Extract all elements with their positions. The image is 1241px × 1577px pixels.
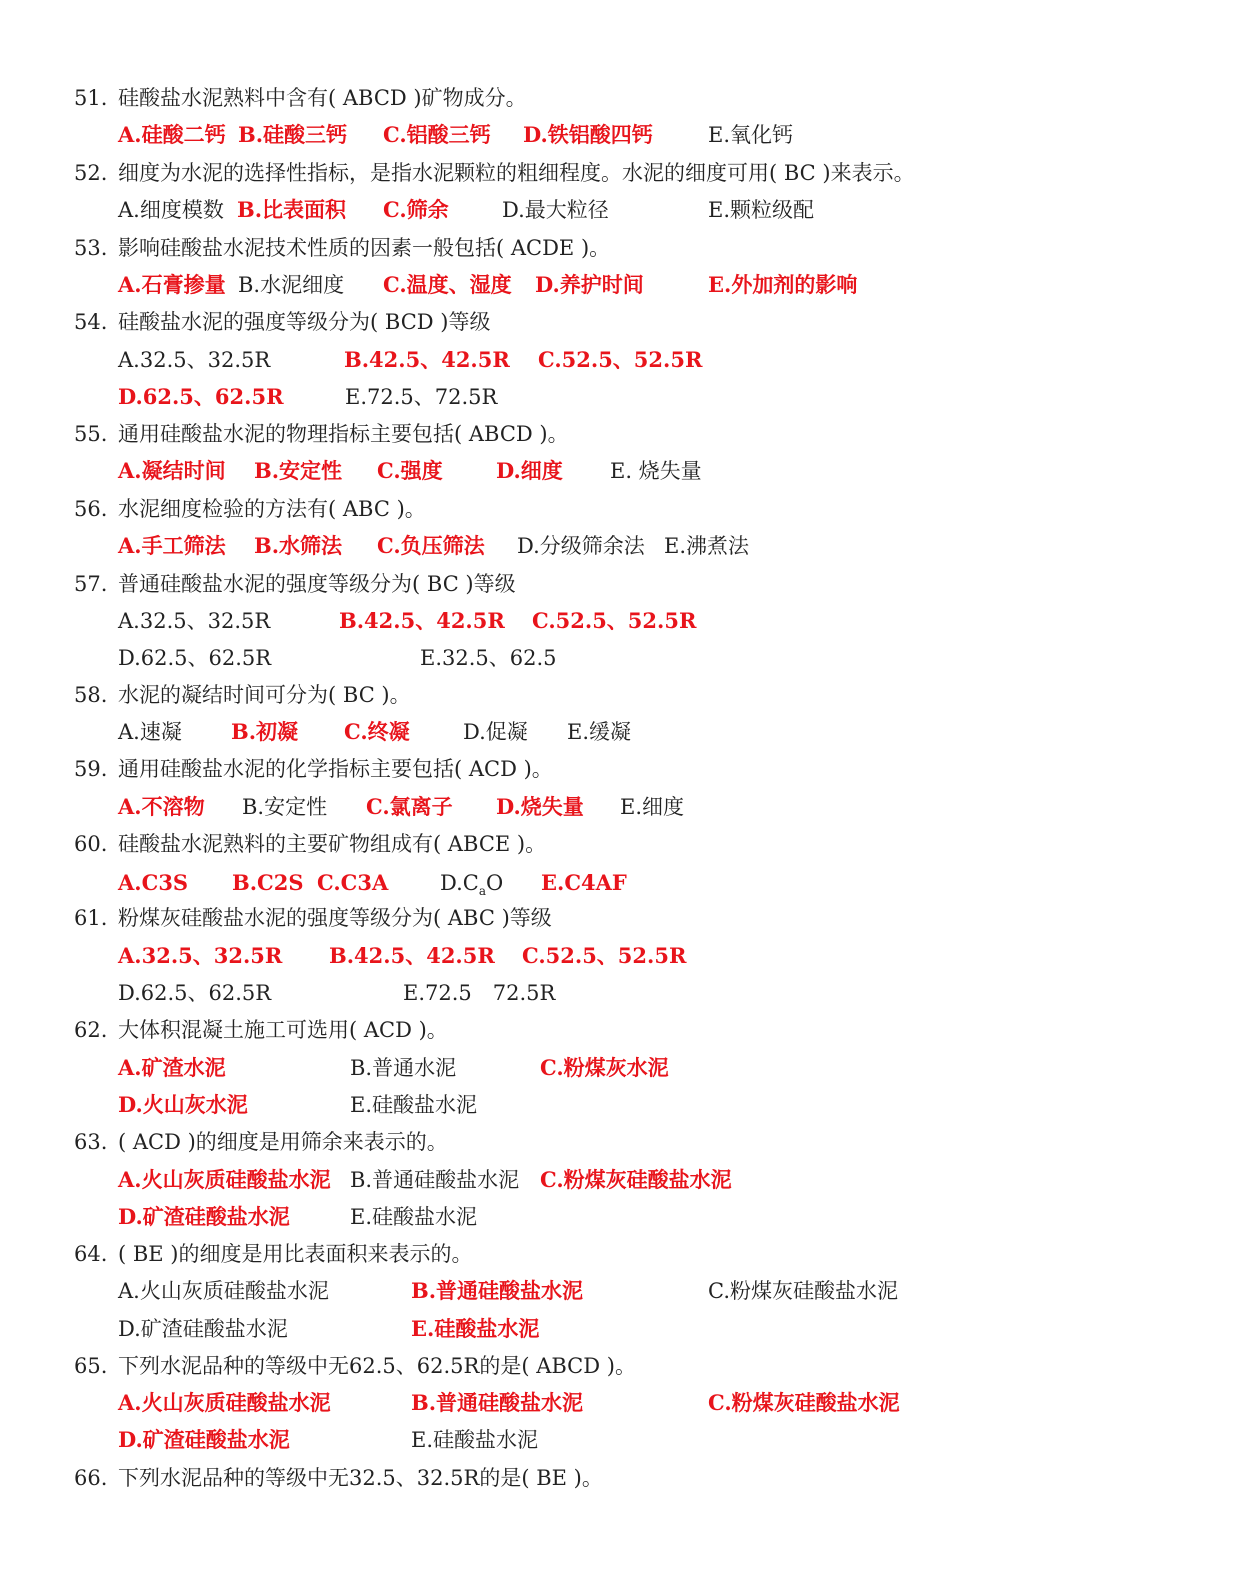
option-b: B.比表面积 <box>237 197 347 222</box>
question-text: 通用硅酸盐水泥的物理指标主要包括( ABCD )。 <box>118 422 569 446</box>
option-e: E.颗粒级配 <box>708 198 815 222</box>
option-d: D.矿渣硅酸盐水泥 <box>118 1204 290 1229</box>
option-d: D.火山灰水泥 <box>118 1092 248 1117</box>
option-a: A.32.5、32.5R <box>118 348 271 372</box>
question-55 <box>0 416 1241 452</box>
question-number: 55. <box>74 422 108 446</box>
question-51 <box>0 80 1241 116</box>
option-e: E.硅酸盐水泥 <box>411 1316 540 1341</box>
option-e: E.C4AF <box>541 870 627 895</box>
option-e: E.硅酸盐水泥 <box>350 1205 478 1229</box>
options-65-row1 <box>0 1385 1241 1421</box>
options-52 <box>0 192 1241 228</box>
question-number: 65. <box>74 1354 108 1378</box>
option-b: B.安定性 <box>254 458 343 483</box>
option-d: D.促凝 <box>463 720 528 744</box>
question-text: ( ACD )的细度是用筛余来表示的。 <box>118 1130 448 1154</box>
option-c: C.粉煤灰硅酸盐水泥 <box>540 1167 732 1192</box>
question-text: 下列水泥品种的等级中无32.5、32.5R的是( BE )。 <box>118 1466 603 1490</box>
question-63 <box>0 1124 1241 1160</box>
options-55 <box>0 453 1241 489</box>
question-53 <box>0 230 1241 266</box>
options-56 <box>0 528 1241 564</box>
option-a: A.石膏掺量 <box>118 272 226 297</box>
option-d: D.养护时间 <box>535 272 644 297</box>
question-56 <box>0 491 1241 527</box>
option-a: A.细度模数 <box>118 198 224 222</box>
option-b: B.初凝 <box>231 719 299 744</box>
option-e: E. 烧失量 <box>610 459 702 483</box>
option-d: D.细度 <box>496 458 563 483</box>
option-d: D.62.5、62.5R <box>118 646 272 670</box>
option-b: B.42.5、42.5R <box>344 347 510 372</box>
question-62 <box>0 1012 1241 1048</box>
option-e: E.硅酸盐水泥 <box>350 1093 478 1117</box>
question-text: ( BE )的细度是用比表面积来表示的。 <box>118 1242 473 1266</box>
options-63-row1 <box>0 1162 1241 1198</box>
question-65 <box>0 1348 1241 1384</box>
option-d: $D.C_aO$ <box>440 871 504 899</box>
question-text: 通用硅酸盐水泥的化学指标主要包括( ACD )。 <box>118 757 553 781</box>
option-c: C.氯离子 <box>366 794 453 819</box>
option-a: A.火山灰质硅酸盐水泥 <box>118 1167 331 1192</box>
option-e: E.72.5 72.5R <box>403 981 556 1005</box>
options-62-row2 <box>0 1087 1241 1123</box>
option-a: A.32.5、32.5R <box>118 943 283 968</box>
option-b: B.普通硅酸盐水泥 <box>411 1278 584 1303</box>
option-d: D.铁铝酸四钙 <box>523 122 653 147</box>
option-d: D.分级筛余法 <box>517 534 645 558</box>
options-64-row2 <box>0 1311 1241 1347</box>
option-a: A.32.5、32.5R <box>118 609 271 633</box>
option-b: B.C2S <box>232 870 304 895</box>
option-e: E.细度 <box>620 795 685 819</box>
option-e: E.32.5、62.5 <box>420 646 557 670</box>
option-b: B.水泥细度 <box>238 273 345 297</box>
option-a: A.火山灰质硅酸盐水泥 <box>118 1279 329 1303</box>
option-c: C.铝酸三钙 <box>383 122 491 147</box>
question-54 <box>0 304 1241 340</box>
question-text: 普通硅酸盐水泥的强度等级分为( BC )等级 <box>118 572 516 596</box>
option-a: A.速凝 <box>118 720 182 744</box>
options-65-row2 <box>0 1422 1241 1458</box>
option-a: A.矿渣水泥 <box>118 1055 226 1080</box>
option-c: C.强度 <box>377 458 443 483</box>
question-number: 60. <box>74 832 108 856</box>
question-text: 硅酸盐水泥的强度等级分为( BCD )等级 <box>118 310 491 334</box>
option-b: B.42.5、42.5R <box>329 943 495 968</box>
option-c: C.筛余 <box>383 197 449 222</box>
option-d: D.62.5、62.5R <box>118 384 284 409</box>
question-text: 硅酸盐水泥熟料中含有( ABCD )矿物成分。 <box>118 86 527 110</box>
options-60 <box>0 865 1241 901</box>
question-52 <box>0 155 1241 191</box>
options-54-row2 <box>0 379 1241 415</box>
question-58 <box>0 677 1241 713</box>
question-number: 64. <box>74 1242 108 1266</box>
option-d: D.烧失量 <box>496 794 584 819</box>
option-b: B.42.5、42.5R <box>339 608 505 633</box>
option-c: C.粉煤灰硅酸盐水泥 <box>708 1390 900 1415</box>
question-66 <box>0 1460 1241 1496</box>
question-number: 63. <box>74 1130 108 1154</box>
option-a: A.不溶物 <box>118 794 205 819</box>
question-number: 61. <box>74 906 108 930</box>
option-e: E.72.5、72.5R <box>345 385 498 409</box>
question-number: 53. <box>74 236 108 260</box>
question-number: 51. <box>74 86 108 110</box>
option-d: D.矿渣硅酸盐水泥 <box>118 1427 290 1452</box>
option-d: D.62.5、62.5R <box>118 981 272 1005</box>
option-b: B.安定性 <box>242 795 328 819</box>
option-a: A.硅酸二钙 <box>118 122 226 147</box>
option-e: E.硅酸盐水泥 <box>411 1428 539 1452</box>
option-c: C.52.5、52.5R <box>522 943 687 968</box>
question-number: 66. <box>74 1466 108 1490</box>
question-number: 56. <box>74 497 108 521</box>
options-63-row2 <box>0 1199 1241 1235</box>
option-d: D.矿渣硅酸盐水泥 <box>118 1317 288 1341</box>
question-text: 影响硅酸盐水泥技术性质的因素一般包括( ACDE )。 <box>118 236 611 260</box>
options-54-row1 <box>0 342 1241 378</box>
options-59 <box>0 789 1241 825</box>
options-61-row1 <box>0 938 1241 974</box>
question-64 <box>0 1236 1241 1272</box>
question-60 <box>0 826 1241 862</box>
option-c: C.52.5、52.5R <box>532 608 697 633</box>
question-number: 54. <box>74 310 108 334</box>
option-b: B.普通硅酸盐水泥 <box>411 1390 584 1415</box>
question-61 <box>0 900 1241 936</box>
question-text: 下列水泥品种的等级中无62.5、62.5R的是( ABCD )。 <box>118 1354 636 1378</box>
options-57-row1 <box>0 603 1241 639</box>
question-text: 水泥细度检验的方法有( ABC )。 <box>118 497 426 521</box>
options-62-row1 <box>0 1050 1241 1086</box>
option-b: B.硅酸三钙 <box>238 122 348 147</box>
option-a: A.凝结时间 <box>118 458 226 483</box>
question-text: 大体积混凝土施工可选用( ACD )。 <box>118 1018 448 1042</box>
option-c: C.温度、湿度 <box>383 272 512 297</box>
question-59 <box>0 751 1241 787</box>
options-61-row2 <box>0 975 1241 1011</box>
option-d: D.最大粒径 <box>502 198 609 222</box>
option-c: C.52.5、52.5R <box>538 347 703 372</box>
option-b: B.水筛法 <box>254 533 343 558</box>
question-number: 59. <box>74 757 108 781</box>
option-a: A.火山灰质硅酸盐水泥 <box>118 1390 331 1415</box>
option-c: C.粉煤灰水泥 <box>540 1055 669 1080</box>
option-e: E.沸煮法 <box>664 534 750 558</box>
question-57 <box>0 566 1241 602</box>
option-e: E.外加剂的影响 <box>708 272 858 297</box>
option-b: B.普通水泥 <box>350 1056 457 1080</box>
option-b: B.普通硅酸盐水泥 <box>350 1168 520 1192</box>
question-number: 52. <box>74 161 108 185</box>
options-64-row1 <box>0 1273 1241 1309</box>
question-text: 硅酸盐水泥熟料的主要矿物组成有( ABCE )。 <box>118 832 547 856</box>
option-c: C.负压筛法 <box>377 533 485 558</box>
option-a: A.C3S <box>118 870 189 895</box>
option-a: A.手工筛法 <box>118 533 226 558</box>
question-number: 57. <box>74 572 108 596</box>
options-51 <box>0 117 1241 153</box>
options-53 <box>0 267 1241 303</box>
question-number: 62. <box>74 1018 108 1042</box>
options-58 <box>0 714 1241 750</box>
option-c: C.C3A <box>317 870 389 895</box>
options-57-row2 <box>0 640 1241 676</box>
question-text: 粉煤灰硅酸盐水泥的强度等级分为( ABC )等级 <box>118 906 552 930</box>
question-text: 水泥的凝结时间可分为( BC )。 <box>118 683 411 707</box>
option-e: E.氧化钙 <box>708 123 794 147</box>
option-c: C.终凝 <box>344 719 410 744</box>
option-c: C.粉煤灰硅酸盐水泥 <box>708 1279 898 1303</box>
option-e: E.缓凝 <box>567 720 632 744</box>
question-text: 细度为水泥的选择性指标，是指水泥颗粒的粗细程度。水泥的细度可用( BC )来表示。 <box>118 161 915 185</box>
question-number: 58. <box>74 683 108 707</box>
